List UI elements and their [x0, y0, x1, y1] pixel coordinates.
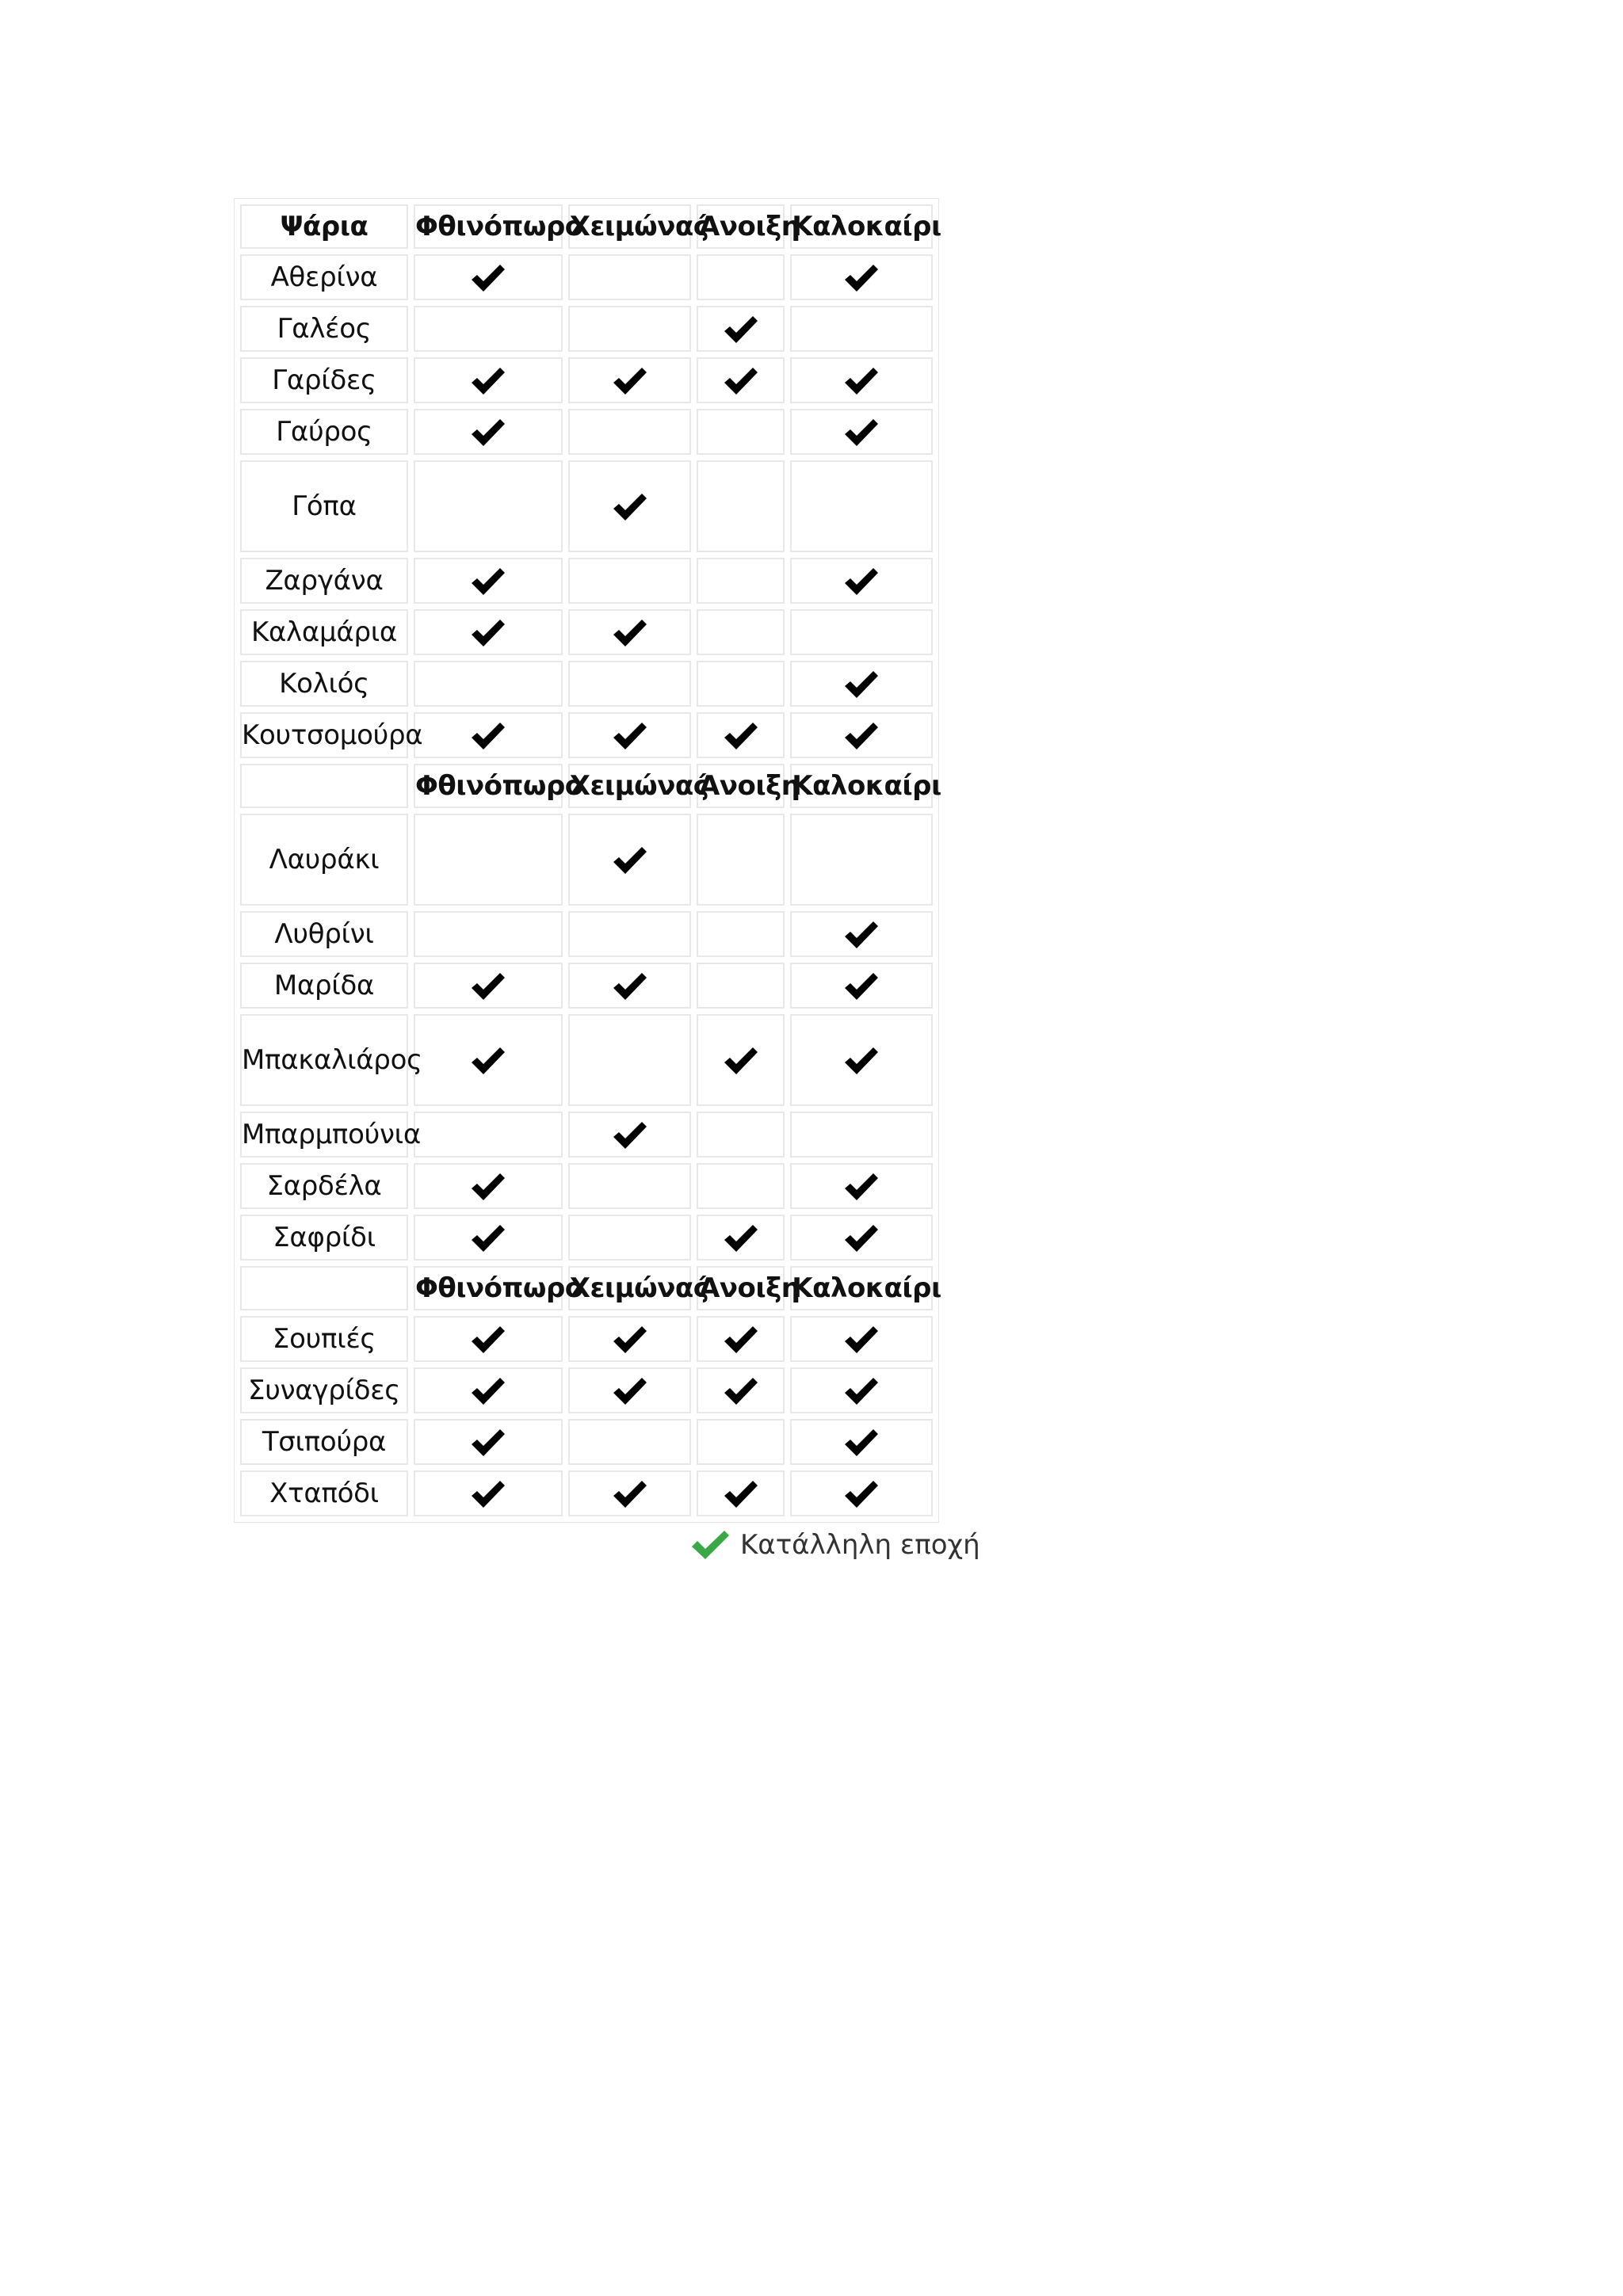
header-row — [240, 1266, 933, 1310]
season-cell — [790, 306, 933, 352]
header-cell-season: Φθινόπωρο — [414, 204, 563, 249]
header-cell-season: Άνοιξη — [697, 1266, 785, 1310]
fish-name: Κουτσομούρα — [240, 712, 408, 758]
check-icon — [843, 971, 880, 1002]
header-cell-season: Φθινόπωρο — [414, 1266, 563, 1310]
season-cell — [414, 712, 563, 758]
header-cell-season: Άνοιξη — [697, 204, 785, 249]
table-row — [240, 1112, 933, 1158]
season-cell — [697, 1112, 785, 1158]
table-row — [240, 254, 933, 300]
season-cell — [790, 814, 933, 906]
check-icon — [843, 566, 880, 597]
header-cell-season: Καλοκαίρι — [790, 764, 933, 808]
season-cell — [414, 254, 563, 300]
season-cell — [790, 1470, 933, 1516]
fish-name: Μπακαλιάρος — [240, 1014, 408, 1106]
check-icon — [843, 262, 880, 294]
season-cell — [790, 1163, 933, 1209]
check-icon — [470, 1427, 506, 1459]
season-cell — [697, 609, 785, 655]
check-icon — [843, 365, 880, 397]
season-cell — [790, 1014, 933, 1106]
season-cell — [568, 254, 691, 300]
check-icon — [612, 1375, 648, 1407]
green-check-icon — [689, 1527, 731, 1562]
season-cell — [568, 1470, 691, 1516]
header-cell-season: Άνοιξη — [697, 764, 785, 808]
table-row — [240, 963, 933, 1009]
check-icon — [612, 1119, 648, 1151]
check-icon — [612, 845, 648, 876]
fish-name: Σαφρίδι — [240, 1215, 408, 1261]
check-icon — [723, 1478, 759, 1510]
check-icon — [470, 1375, 506, 1407]
check-icon — [470, 1045, 506, 1077]
season-cell — [697, 963, 785, 1009]
season-cell — [697, 460, 785, 552]
fish-name: Μπαρμπούνια — [240, 1112, 408, 1158]
header-cell-fish — [240, 764, 408, 808]
fish-name: Γόπα — [240, 460, 408, 552]
season-cell — [697, 1367, 785, 1413]
table-row — [240, 609, 933, 655]
check-icon — [843, 1222, 880, 1254]
season-cell — [790, 609, 933, 655]
fish-name: Αθερίνα — [240, 254, 408, 300]
check-icon — [723, 1324, 759, 1356]
season-cell — [790, 357, 933, 403]
season-cell — [568, 1316, 691, 1362]
season-cell — [790, 963, 933, 1009]
table-row — [240, 1316, 933, 1362]
season-cell — [697, 814, 785, 906]
season-cell — [568, 558, 691, 604]
season-cell — [568, 460, 691, 552]
season-cell — [697, 409, 785, 455]
table-row — [240, 911, 933, 957]
season-cell — [414, 1112, 563, 1158]
check-icon — [470, 971, 506, 1002]
check-icon — [470, 1478, 506, 1510]
season-cell — [414, 357, 563, 403]
header-cell-season: Φθινόπωρο — [414, 764, 563, 808]
season-cell — [697, 1215, 785, 1261]
season-cell — [697, 357, 785, 403]
table-row — [240, 306, 933, 352]
season-cell — [568, 609, 691, 655]
season-cell — [414, 1163, 563, 1209]
check-icon — [843, 1375, 880, 1407]
check-icon — [470, 720, 506, 752]
season-cell — [790, 409, 933, 455]
season-cell — [697, 1163, 785, 1209]
season-cell — [790, 1419, 933, 1465]
check-icon — [843, 417, 880, 448]
season-cell — [697, 1419, 785, 1465]
check-icon — [723, 1222, 759, 1254]
fish-name: Λυθρίνι — [240, 911, 408, 957]
table-row — [240, 558, 933, 604]
season-cell — [697, 911, 785, 957]
fish-name: Καλαμάρια — [240, 609, 408, 655]
table-body — [240, 204, 941, 1516]
fish-name: Συναγρίδες — [240, 1367, 408, 1413]
check-icon — [612, 617, 648, 649]
season-cell — [414, 609, 563, 655]
season-cell — [414, 814, 563, 906]
season-cell — [790, 460, 933, 552]
season-cell — [697, 712, 785, 758]
table-row — [240, 460, 933, 552]
season-cell — [414, 1316, 563, 1362]
season-cell — [568, 1215, 691, 1261]
legend — [689, 1527, 980, 1562]
season-cell — [697, 1470, 785, 1516]
check-icon — [612, 971, 648, 1002]
check-icon — [470, 262, 506, 294]
header-cell-fish — [240, 1266, 408, 1310]
header-cell-season: Καλοκαίρι — [790, 1266, 933, 1310]
season-cell — [568, 1163, 691, 1209]
check-icon — [843, 1427, 880, 1459]
fish-name: Λαυράκι — [240, 814, 408, 906]
season-cell — [790, 1367, 933, 1413]
table-row — [240, 1470, 933, 1516]
check-icon — [843, 669, 880, 700]
check-icon — [843, 1478, 880, 1510]
season-cell — [414, 409, 563, 455]
fish-name: Χταπόδι — [240, 1470, 408, 1516]
season-cell — [568, 712, 691, 758]
season-cell — [697, 254, 785, 300]
check-icon — [470, 1222, 506, 1254]
season-cell — [697, 1316, 785, 1362]
header-row — [240, 764, 933, 808]
season-cell — [568, 814, 691, 906]
check-icon — [470, 566, 506, 597]
check-icon — [612, 365, 648, 397]
check-icon — [470, 1324, 506, 1356]
table-row — [240, 712, 933, 758]
season-cell — [414, 1419, 563, 1465]
season-cell — [568, 661, 691, 707]
season-cell — [568, 409, 691, 455]
season-cell — [414, 558, 563, 604]
fish-name: Γαρίδες — [240, 357, 408, 403]
check-icon — [723, 720, 759, 752]
season-cell — [790, 911, 933, 957]
season-cell — [414, 460, 563, 552]
season-cell — [697, 661, 785, 707]
fish-name: Σουπιές — [240, 1316, 408, 1362]
season-cell — [414, 911, 563, 957]
check-icon — [723, 314, 759, 345]
season-cell — [414, 1014, 563, 1106]
fish-name: Τσιπούρα — [240, 1419, 408, 1465]
table-row — [240, 1215, 933, 1261]
fish-name: Γαύρος — [240, 409, 408, 455]
season-cell — [790, 661, 933, 707]
season-cell — [414, 1470, 563, 1516]
check-icon — [470, 365, 506, 397]
check-icon — [843, 720, 880, 752]
header-cell-season: Καλοκαίρι — [790, 204, 933, 249]
table-row — [240, 357, 933, 403]
season-cell — [414, 1367, 563, 1413]
header-cell-fish: Ψάρια — [240, 204, 408, 249]
check-icon — [470, 617, 506, 649]
season-cell — [414, 661, 563, 707]
fish-name: Μαρίδα — [240, 963, 408, 1009]
table-row — [240, 661, 933, 707]
season-cell — [790, 1112, 933, 1158]
check-icon — [843, 1324, 880, 1356]
check-icon — [843, 919, 880, 951]
check-icon — [843, 1045, 880, 1077]
header-cell-season: Χειμώνας — [568, 764, 691, 808]
check-icon — [843, 1171, 880, 1203]
check-icon — [470, 1171, 506, 1203]
header-cell-season: Χειμώνας — [568, 204, 691, 249]
header-row — [240, 204, 933, 249]
table-row — [240, 1419, 933, 1465]
table-row — [240, 409, 933, 455]
fish-name: Γαλέος — [240, 306, 408, 352]
season-cell — [414, 306, 563, 352]
season-cell — [568, 911, 691, 957]
check-icon — [470, 417, 506, 448]
table-row — [240, 1163, 933, 1209]
season-cell — [568, 1367, 691, 1413]
legend-label: Κατάλληλη εποχή — [740, 1529, 980, 1561]
season-cell — [697, 558, 785, 604]
season-cell — [568, 357, 691, 403]
season-cell — [568, 1112, 691, 1158]
check-icon — [612, 491, 648, 523]
check-icon — [723, 365, 759, 397]
season-cell — [697, 1014, 785, 1106]
table-row — [240, 1014, 933, 1106]
check-icon — [723, 1045, 759, 1077]
table-row — [240, 814, 933, 906]
season-cell — [790, 254, 933, 300]
fish-season-table — [234, 198, 939, 1523]
table-row — [240, 1367, 933, 1413]
season-cell — [790, 558, 933, 604]
season-cell — [568, 963, 691, 1009]
check-icon — [612, 720, 648, 752]
check-icon — [723, 1375, 759, 1407]
check-icon — [612, 1478, 648, 1510]
header-cell-season: Χειμώνας — [568, 1266, 691, 1310]
fish-name: Ζαργάνα — [240, 558, 408, 604]
fish-name: Κολιός — [240, 661, 408, 707]
season-cell — [790, 1215, 933, 1261]
season-cell — [414, 1215, 563, 1261]
season-cell — [790, 1316, 933, 1362]
season-cell — [568, 1419, 691, 1465]
season-cell — [697, 306, 785, 352]
season-cell — [790, 712, 933, 758]
season-cell — [568, 306, 691, 352]
fish-name: Σαρδέλα — [240, 1163, 408, 1209]
check-icon — [612, 1324, 648, 1356]
season-cell — [568, 1014, 691, 1106]
season-cell — [414, 963, 563, 1009]
